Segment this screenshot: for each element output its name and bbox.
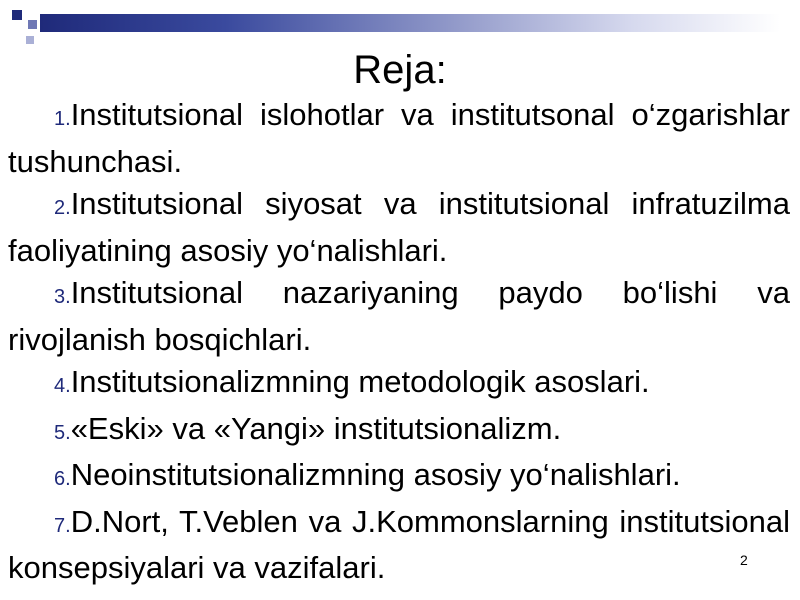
agenda-item-text: Institutsional islohotlar va institutsonal o‘zgarishlar tushunchasi.: [8, 97, 790, 179]
slide-title: Reja:: [353, 48, 447, 92]
agenda-item-number: 1.: [54, 108, 71, 130]
header-decoration-band: [40, 14, 780, 32]
agenda-item-number: 2.: [54, 197, 71, 219]
decoration-square: [12, 10, 22, 20]
agenda-item-number: 4.: [54, 375, 71, 397]
agenda-item-number: 6.: [54, 468, 71, 490]
agenda-item-text: D.Nort, T.Veblen va J.Kommonslarning institutsional konsepsiyalari va vazifalari.: [8, 503, 790, 585]
agenda-item-text: Institutsional siyosat va institutsional infratuzilma faoliyatining asosiy yo‘nalishlari.: [8, 186, 790, 268]
agenda-list: [8, 94, 790, 590]
agenda-item: [8, 408, 790, 455]
decoration-square: [28, 20, 37, 29]
agenda-item: [8, 272, 790, 361]
agenda-item: [8, 454, 790, 501]
page-number: 2: [740, 552, 748, 568]
agenda-item-text: Institutsional nazariyaning paydo bo‘lishi va rivojlanish bosqichlari.: [8, 275, 790, 357]
agenda-item-text: Neoinstitutsionalizmning asosiy yo‘nalishlari.: [70, 457, 681, 492]
agenda-item-text: «Eski» va «Yangi» institutsionalizm.: [70, 410, 562, 446]
agenda-item: [8, 501, 790, 590]
agenda-item-number: 5.: [54, 421, 71, 444]
agenda-item: [8, 361, 790, 408]
agenda-item-text: Institutsionalizmning metodologik asoslari.: [70, 364, 650, 399]
agenda-item-number: 7.: [54, 514, 71, 537]
agenda-item-number: 3.: [54, 286, 71, 308]
agenda-item: [8, 183, 790, 272]
decoration-square: [26, 36, 34, 44]
agenda-item: [8, 94, 790, 183]
